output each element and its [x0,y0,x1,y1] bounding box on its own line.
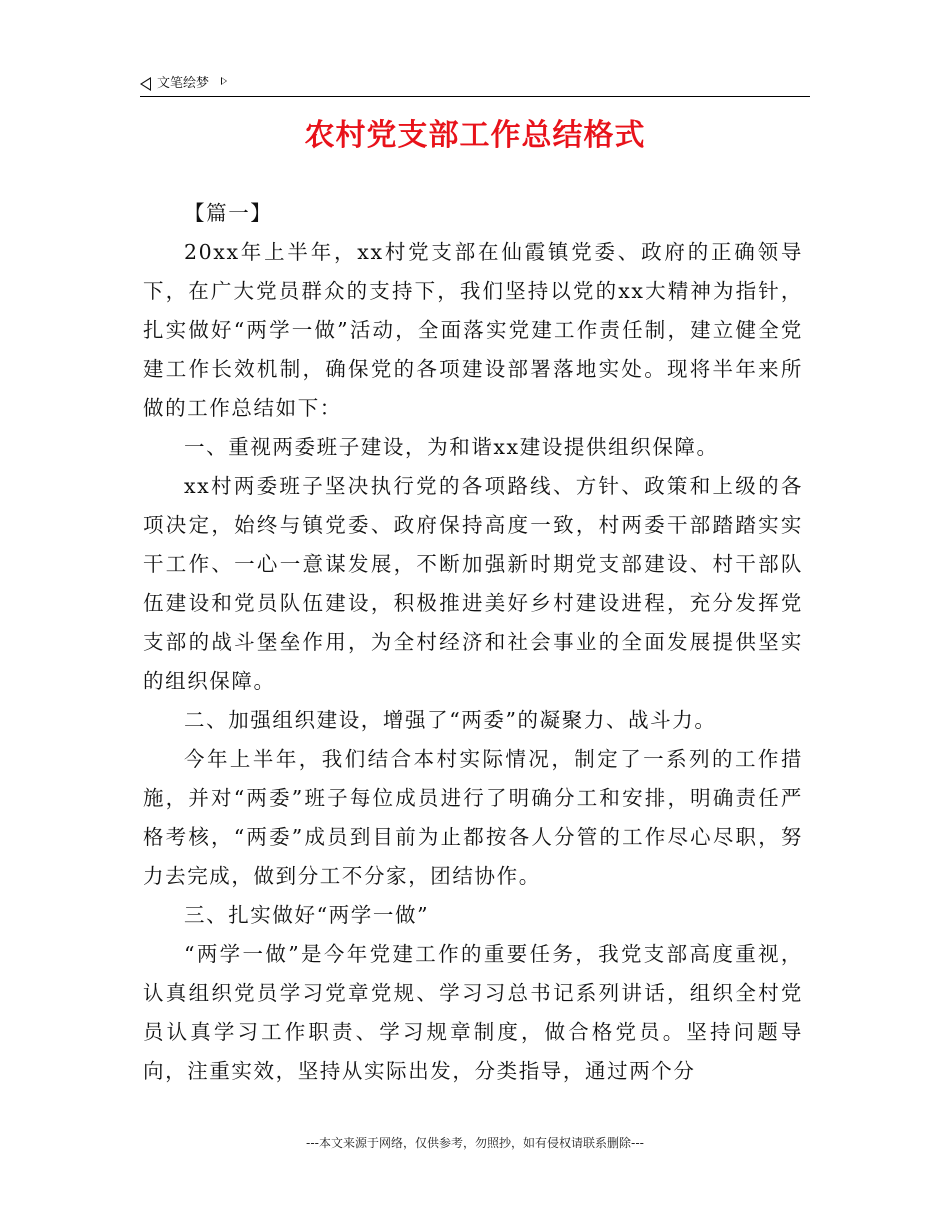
section-label: 【篇一】 [184,201,273,225]
paragraph-2: 今年上半年，我们结合本村实际情况，制定了一系列的工作措施，并对“两委”班子每位成员进行了明确分工和安排，明确责任严格考核，“两委”成员到目前为止都按各人分管的工作尽心尽职，努力去完成，做到分工不分家，团结协作。 [143,747,803,888]
header-brand: 文笔绘梦 [157,76,210,91]
document-body [143,194,803,1091]
paragraph-intro: 20xx年上半年，xx村党支部在仙霞镇党委、政府的正确领导下，在广大党员群众的支持下，我们坚持以党的xx大精神为指针，扎实做好“两学一做”活动，全面落实党建工作责任制，建立健全党建工作长效机制，确保党的各项建设部署落地实处。现将半年来所做的工作总结如下： [143,240,803,420]
page-header [140,72,810,97]
section-heading-2: 二、加强组织建设，增强了“两委”的凝聚力、战斗力。 [184,708,717,732]
paragraph-1: xx村两委班子坚决执行党的各项路线、方针、政策和上级的各项决定，始终与镇党委、政府保持高度一致，村两委干部踏踏实实干工作、一心一意谋发展，不断加强新时期党支部建设、村干部队伍建设和党员队伍建设，积极推进美好乡村建设进程，充分发挥党支部的战斗堡垒作用，为全村经济和社会事业的全面发展提供坚实的组织保障。 [143,474,803,693]
triangle-right-icon [221,77,227,85]
section-heading-3: 三、扎实做好“两学一做” [184,903,430,927]
document-title: 农村党支部工作总结格式 [304,118,646,153]
section-heading-1: 一、重视两委班子建设，为和谐xx建设提供组织保障。 [184,435,719,459]
page-footer: ---本文来源于网络，仅供参考，勿照抄，如有侵权请联系删除--- [306,1136,644,1150]
paragraph-3: “两学一做”是今年党建工作的重要任务，我党支部高度重视，认真组织党员学习党章党规、学习习总书记系列讲话，组织全村党员认真学习工作职责、学习规章制度，做合格党员。坚持问题导向，注重实效，坚持从实际出发，分类指导，通过两个分 [143,942,803,1083]
triangle-left-icon [140,77,151,91]
